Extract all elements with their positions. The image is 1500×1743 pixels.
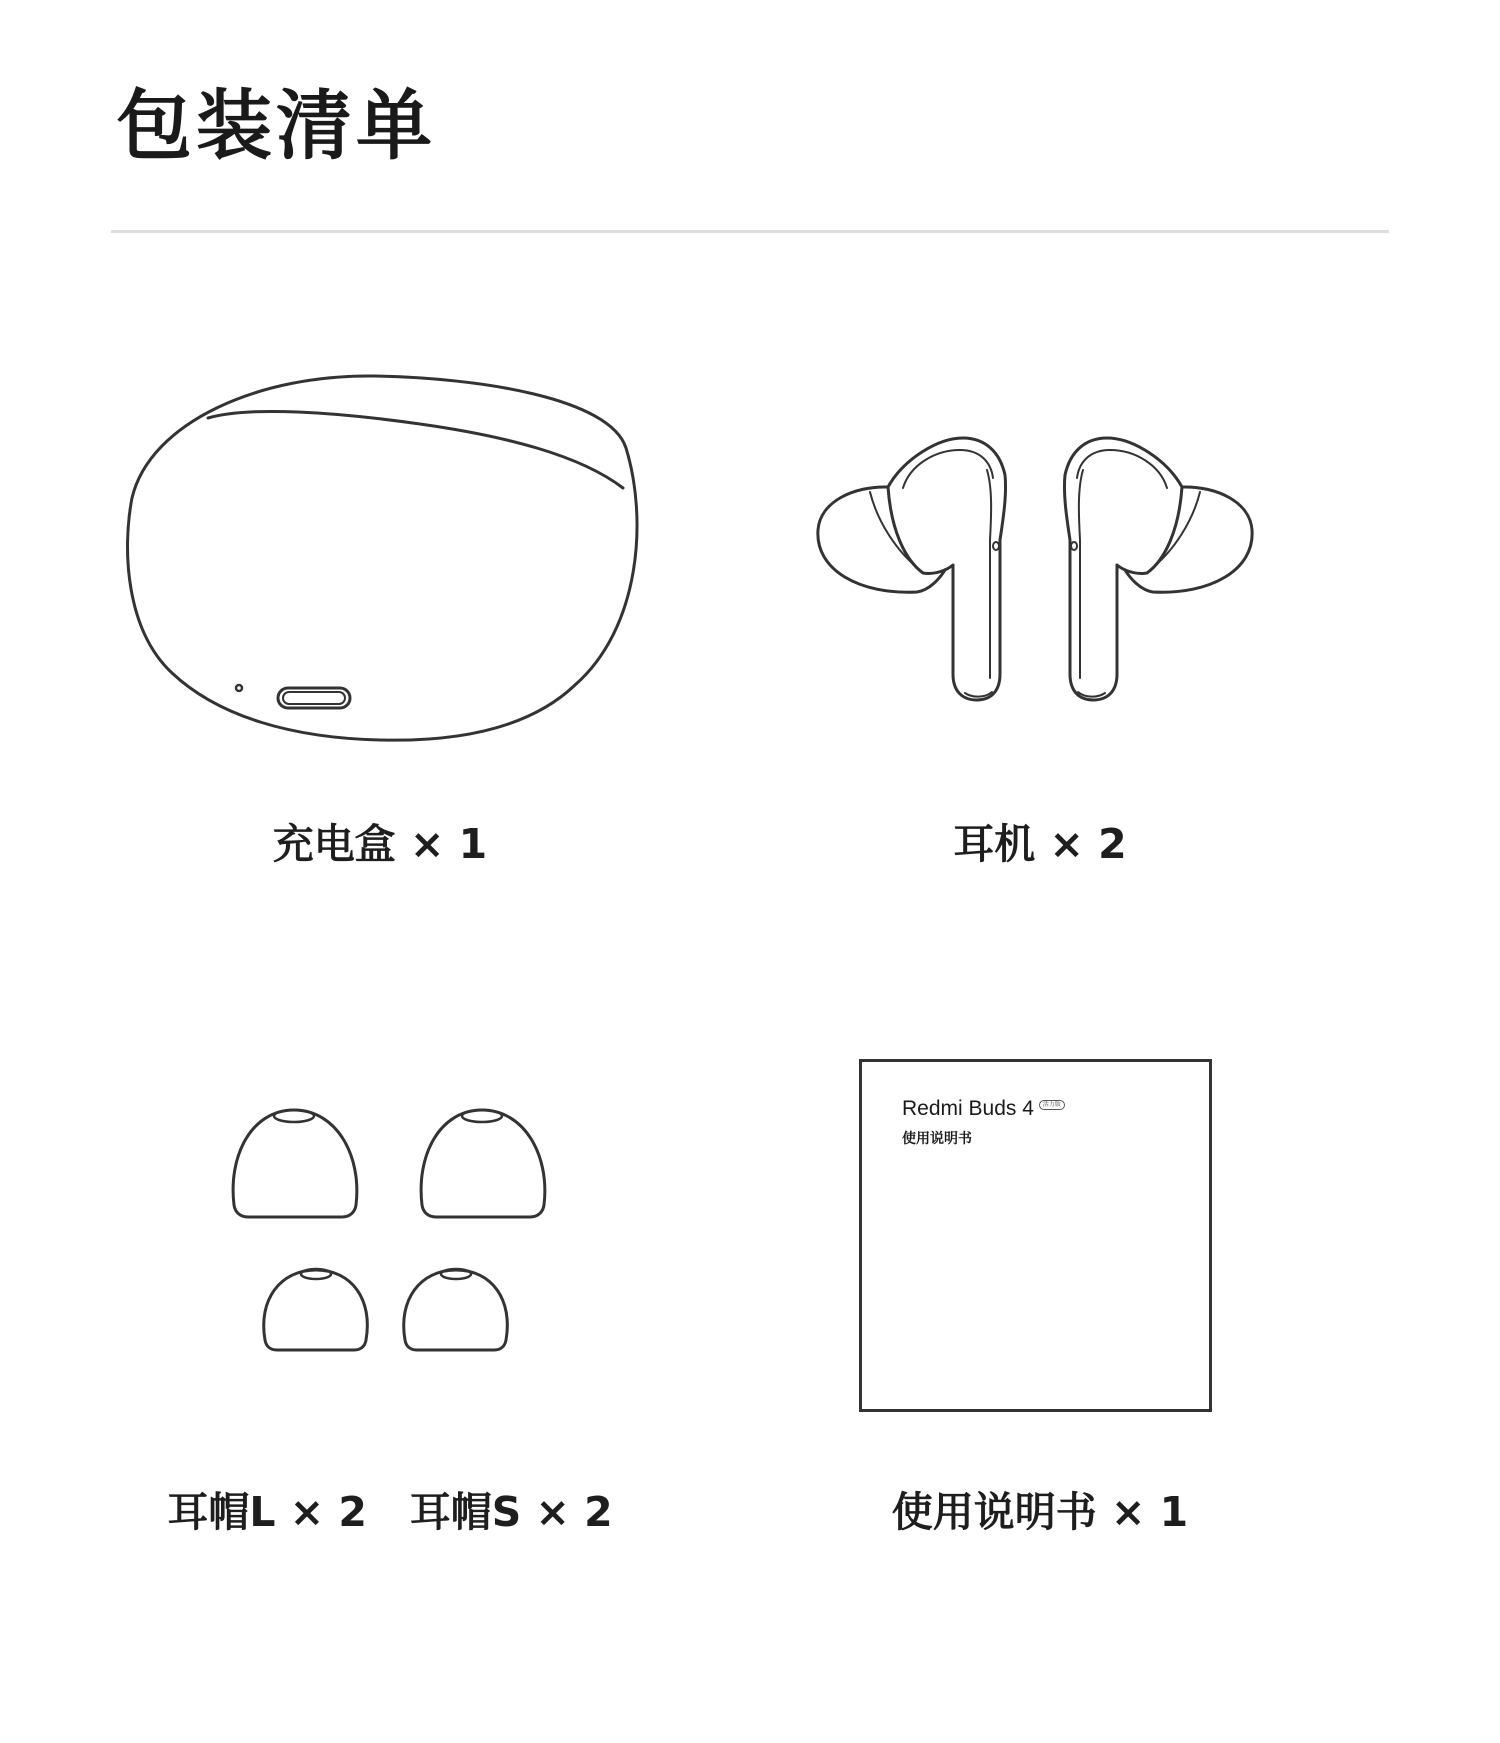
charging-case-icon [120,370,650,750]
manual-edition-badge: 活力版 [1039,1100,1065,1110]
manual-brand: Redmi Buds 4 [902,1097,1034,1120]
manual-icon [859,1059,1212,1412]
manual-label: 使用说明书 × 1 [891,1488,1189,1536]
page-title: 包装清单 [116,81,436,170]
manual-subtitle: 使用说明书 [902,1131,972,1147]
earbuds-label: 耳机 × 2 [953,820,1127,868]
earbuds-icon [815,430,1255,715]
charging-case-label: 充电盒 × 1 [272,820,488,868]
title-divider [111,230,1389,233]
manual-brand-row [902,1098,1065,1119]
ear-tips-label: 耳帽L × 2 耳帽S × 2 [167,1488,613,1536]
ear-tips-icon [220,1100,560,1360]
